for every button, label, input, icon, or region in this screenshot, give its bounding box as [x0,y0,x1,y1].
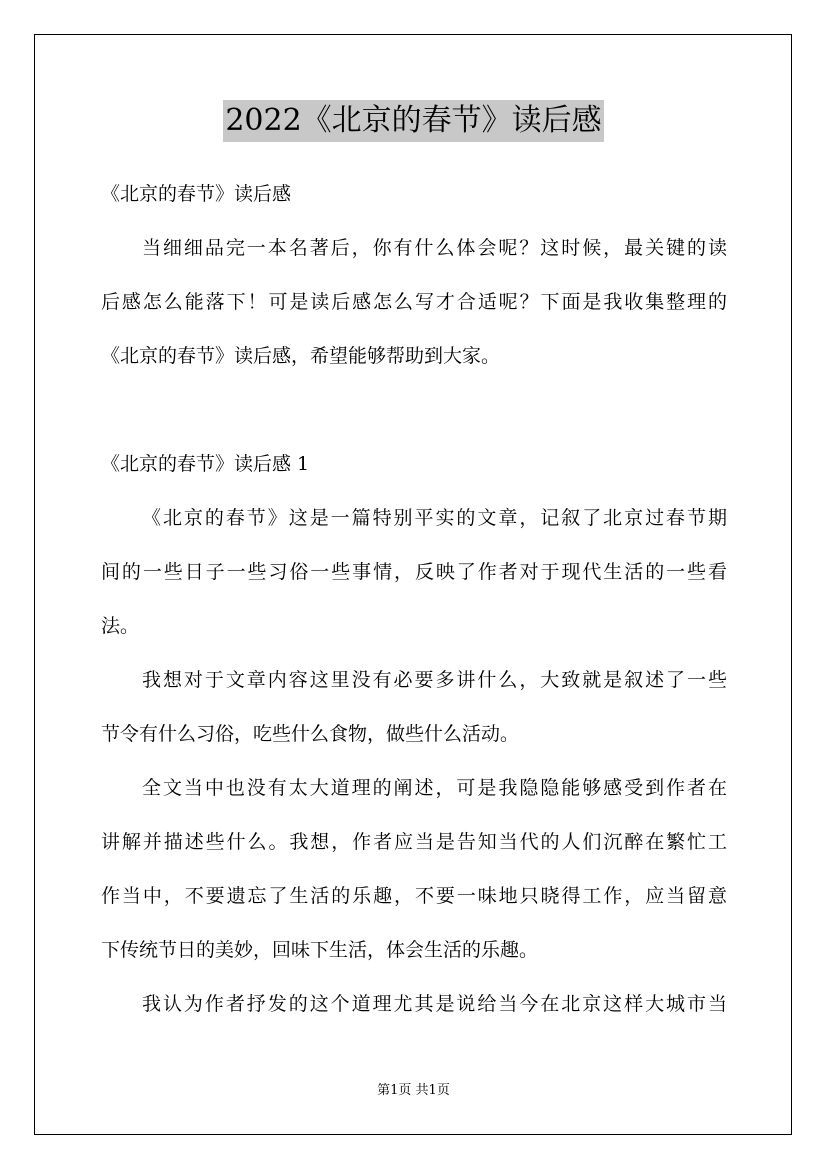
paragraph-line: 间的一些日子一些习俗一些事情，反映了作者对于现代生活的一些看 [101,561,727,583]
paragraph-line: 下传统节日的美妙，回味下生活，体会生活的乐趣。 [101,939,539,961]
section-heading: 《北京的春节》读后感 [101,183,292,205]
paragraph-line: 法。 [101,615,140,637]
paragraph-line: 我想对于文章内容这里没有必要多讲什么，大致就是叙述了一些 [142,669,727,691]
paragraph-line: 全文当中也没有太大道理的阐述，可是我隐隐能够感受到作者在 [142,777,727,799]
paragraph-line: 节令有什么习俗，吃些什么食物，做些什么活动。 [101,723,520,745]
paragraph-line: 《北京的春节》这是一篇特别平实的文章，记叙了北京过春节期 [142,507,727,529]
title-container [0,100,827,142]
paragraph-line: 作当中，不要遗忘了生活的乐趣，不要一味地只晓得工作，应当留意 [101,885,727,907]
paragraph-line: 讲解并描述些什么。我想，作者应当是告知当代的人们沉醉在繁忙工 [101,831,727,853]
paragraph-line: 我认为作者抒发的这个道理尤其是说给当今在北京这样大城市当 [142,993,727,1015]
section-heading: 《北京的春节》读后感 1 [101,453,310,475]
paragraph-line: 后感怎么能落下！可是读后感怎么写才合适呢？下面是我收集整理的 [101,291,727,313]
page-footer: 第1页 共1页 [377,1083,450,1098]
paragraph-line: 《北京的春节》读后感，希望能够帮助到大家。 [101,345,501,367]
paragraph-line: 当细细品完一本名著后，你有什么体会呢？这时候，最关键的读 [142,237,727,259]
document-title: 2022《北京的春节》读后感 [223,100,603,142]
